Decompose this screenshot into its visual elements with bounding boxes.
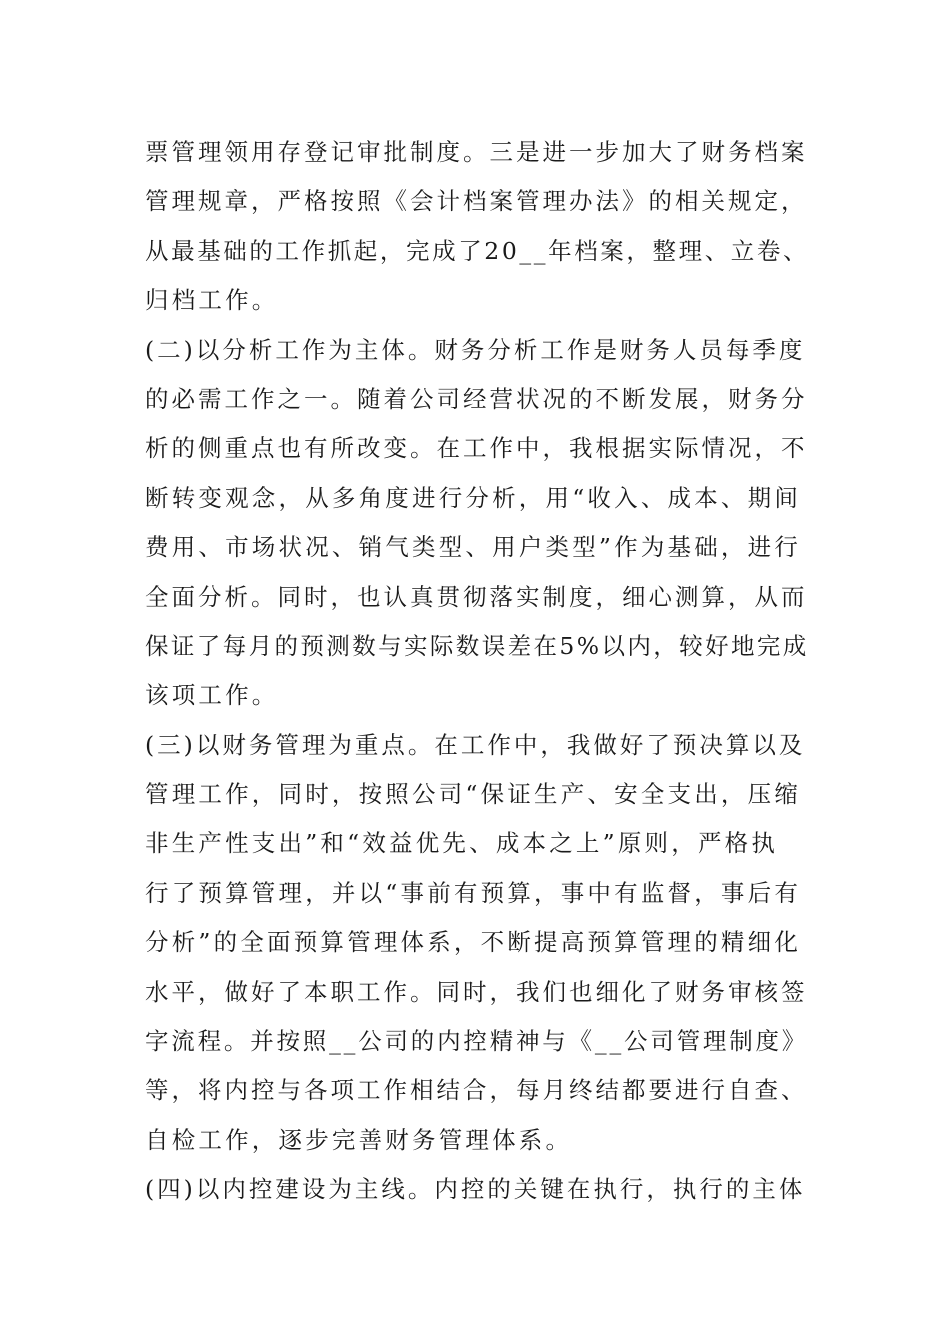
body-text xyxy=(145,128,810,1215)
text-line: 等，将内控与各项工作相结合，每月终结都要进行自查、 xyxy=(145,1076,808,1105)
section-heading-line: (三)以财务管理为重点。在工作中，我做好了预决算以及 xyxy=(145,730,806,759)
text-line: 行了预算管理，并以“事前有预算，事中有监督，事后有 xyxy=(145,878,802,907)
text-line: 管理规章，严格按照《会计档案管理办法》的相关规定， xyxy=(145,187,808,216)
text-line: 字流程。并按照__公司的内控精神与《__公司管理制度》 xyxy=(145,1027,809,1056)
text-line: 归档工作。 xyxy=(145,286,279,315)
text-line: 该项工作。 xyxy=(145,681,279,710)
section-heading-line: (四)以内控建设为主线。内控的关键在执行，执行的主体 xyxy=(145,1175,806,1204)
text-line: 保证了每月的预测数与实际数误差在5%以内，较好地完成 xyxy=(145,631,809,660)
text-line: 自检工作，逐步完善财务管理体系。 xyxy=(145,1125,573,1154)
text-line: 非生产性支出”和“效益优先、成本之上”原则，严格执 xyxy=(145,829,779,858)
text-line: 水平，做好了本职工作。同时，我们也细化了财务审核签 xyxy=(145,977,808,1006)
text-line: 分析”的全面预算管理体系，不断提高预算管理的精细化 xyxy=(145,928,802,957)
text-line: 断转变观念，从多角度进行分析，用“收入、成本、期间 xyxy=(145,483,802,512)
text-line: 费用、市场状况、销气类型、用户类型”作为基础，进行 xyxy=(145,533,802,562)
text-line: 管理工作，同时，按照公司“保证生产、安全支出，压缩 xyxy=(145,780,802,809)
section-heading-line: (二)以分析工作为主体。财务分析工作是财务人员每季度 xyxy=(145,335,806,364)
text-line: 全面分析。同时，也认真贯彻落实制度，细心测算，从而 xyxy=(145,582,808,611)
text-line: 从最基础的工作抓起，完成了20__年档案，整理、立卷、 xyxy=(145,236,810,265)
text-line: 析的侧重点也有所改变。在工作中，我根据实际情况，不 xyxy=(145,434,808,463)
text-line: 票管理领用存登记审批制度。三是进一步加大了财务档案 xyxy=(145,138,808,166)
text-line: 的必需工作之一。随着公司经营状况的不断发展，财务分 xyxy=(145,384,808,413)
